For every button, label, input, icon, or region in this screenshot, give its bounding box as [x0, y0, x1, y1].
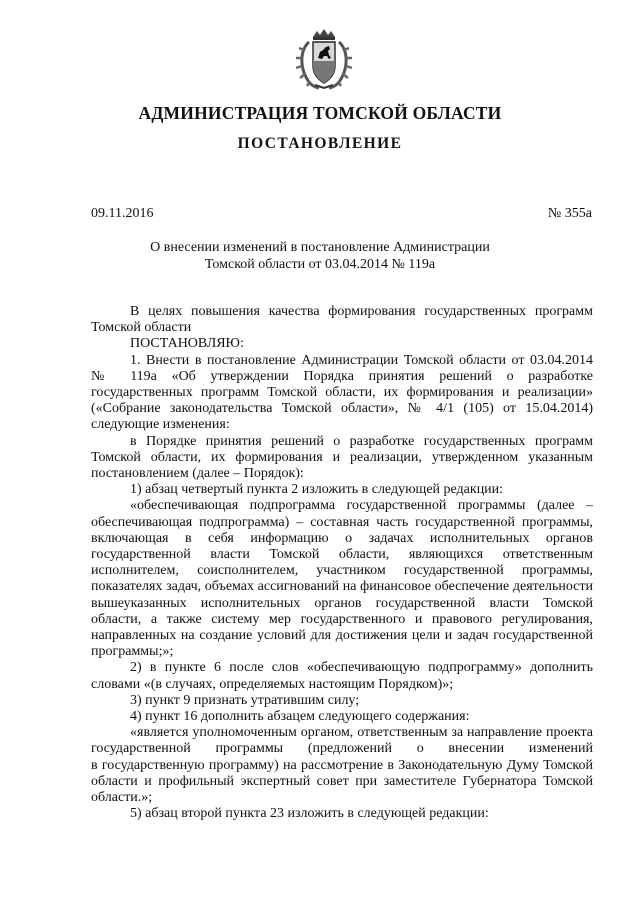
body-line: обеспечивающая подпрограмма) – составная часть государственной программы, — [91, 514, 593, 530]
body-line: в Порядке принятия решений о разработке государственных программ — [130, 433, 593, 449]
subject-line: О внесении изменений в постановление Администрации — [150, 240, 490, 255]
document-type: ПОСТАНОВЛЕНИЕ — [237, 135, 403, 152]
body-line: включающая в себя информацию о задачах исполнительных органов — [91, 530, 593, 546]
organization-title: АДМИНИСТРАЦИЯ ТОМСКОЙ ОБЛАСТИ — [138, 103, 502, 123]
document-number: № 355а — [547, 206, 592, 221]
body-line: «обеспечивающая подпрограмма государственной программы (далее – — [130, 498, 593, 514]
document-date: 09.11.2016 — [91, 206, 154, 221]
body-line: Томской области — [91, 320, 192, 336]
body-line: Томской области, их формирования и реализации, утвержденном указанным — [91, 449, 593, 465]
body-line: («Собрание законодательства Томской области», № 4/1 (105) от 15.04.2014) — [91, 401, 593, 417]
subject-line: Томской области от 03.04.2014 № 119а — [204, 257, 436, 272]
body-line: 2) в пункте 6 после слов «обеспечивающую подпрограмму» дополнить — [130, 660, 593, 676]
body-line: 5) абзац второй пункта 23 изложить в следующей редакции: — [130, 806, 489, 822]
body-line: государственных программ Томской области, их формирования и реализации» — [91, 385, 593, 401]
body-line: области и профильный экспертный совет при заместителе Губернатора Томской — [91, 773, 593, 789]
body-line: следующие изменения: — [91, 417, 230, 433]
body-line: в государственную программу) на рассмотрение в Законодательную Думу Томской — [91, 757, 593, 773]
body-line: вышеуказанных исполнительных органов государственной власти Томской — [91, 595, 593, 611]
document-subject — [0, 239, 640, 273]
body-line: 4) пункт 16 дополнить абзацем следующего содержания: — [130, 709, 470, 725]
document-body — [91, 304, 593, 823]
body-line: исполнителем, соисполнителем, участником государственной программы, — [91, 563, 593, 579]
body-line: государственной власти Томской области, являющихся ответственным — [91, 547, 593, 563]
body-line: словами «(в случаях, определяемых настоящим Порядком)»; — [91, 676, 454, 692]
body-line: показателях задач, объемах ассигнований на финансовое обеспечение деятельности — [91, 579, 593, 595]
body-line: 1) абзац четвертый пункта 2 изложить в следующей редакции: — [130, 482, 504, 498]
body-line: направленных на создание условий для достижения цели и задач государственной — [91, 628, 593, 644]
body-line: области.»; — [91, 790, 153, 806]
body-line: В целях повышения качества формирования государственных программ — [130, 304, 593, 319]
body-line: области, а также систему мер государственного и правового регулирования, — [91, 611, 593, 627]
body-line: № 119а «Об утверждении Порядка принятия решений о разработке — [91, 368, 593, 384]
body-line: государственной программы (предложений о внесении изменений — [91, 741, 593, 757]
coat-of-arms-icon — [295, 28, 353, 90]
body-line: 1. Внести в постановление Администрации Томской области от 03.04.2014 — [130, 352, 593, 368]
body-line: «является уполномоченным органом, ответственным за направление проекта — [130, 725, 593, 741]
body-line: постановлением (далее – Порядок): — [91, 466, 304, 482]
body-line: 3) пункт 9 признать утратившим силу; — [130, 692, 360, 708]
body-line: программы;»; — [91, 644, 174, 660]
body-line: ПОСТАНОВЛЯЮ: — [130, 336, 244, 352]
